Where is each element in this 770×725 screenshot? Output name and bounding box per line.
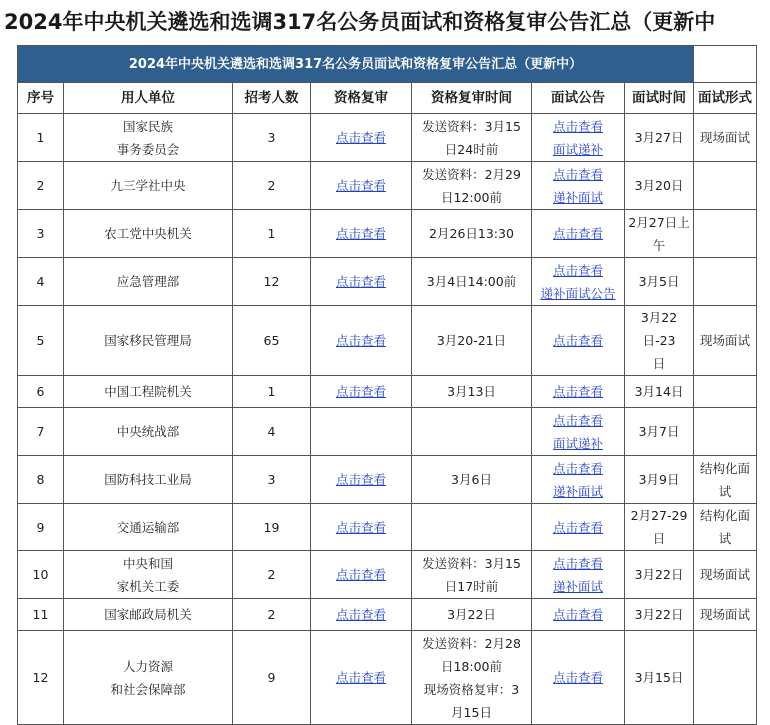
interview-form: 现场面试 [694,551,757,599]
row-number: 7 [18,408,64,456]
row-number: 4 [18,258,64,306]
col-unit-header: 用人单位 [64,83,233,114]
interview-time-line: 3月22日-23 [640,310,678,348]
col-count-header: 招考人数 [233,83,311,114]
interview-notice-cell [532,114,625,162]
interview-time [625,114,694,162]
table-row [18,599,757,631]
interview-time-line: 2月27-29日 [630,508,688,546]
interview-time [625,456,694,504]
review-cell [311,631,412,725]
interview-notice-link[interactable]: 点击查看 [552,333,603,348]
row-number: 11 [18,599,64,631]
interview-notice-cell [532,258,625,306]
employer-unit [64,504,233,551]
review-time [412,114,532,162]
review-link[interactable]: 点击查看 [335,670,386,685]
recruit-count: 1 [233,376,311,408]
review-time [412,306,532,376]
interview-notice-cell [532,504,625,551]
review-time-line: 3月6日 [451,472,492,487]
interview-form [694,210,757,258]
table-row [18,408,757,456]
interview-notice-cell [532,210,625,258]
review-time [412,162,532,210]
interview-time-line: 3月15日 [634,670,684,685]
banner-spare-cell [694,46,757,83]
review-link[interactable]: 点击查看 [335,178,386,193]
interview-notice-link[interactable]: 点击查看 [552,460,603,476]
interview-time-line: 3月20日 [634,178,684,193]
supplement-notice-link[interactable]: 递补面试 [552,483,603,499]
row-number: 8 [18,456,64,504]
review-time-line: 3月22日 [447,607,496,622]
review-time [412,210,532,258]
employer-unit-line: 中国工程院机关 [104,384,192,399]
review-time-line: 月15日 [451,704,492,720]
review-cell [311,376,412,408]
interview-notice-link[interactable]: 点击查看 [552,412,603,428]
interview-time [625,631,694,725]
col-review-time-header: 资格复审时间 [412,83,532,114]
review-time-line: 发送资料：2月28 [422,635,521,651]
review-time-line: 3月4日14:00前 [426,274,517,289]
interview-time-line: 3月27日 [634,130,684,145]
summary-table [17,45,757,725]
interview-time [625,376,694,408]
recruit-count: 19 [233,504,311,551]
review-time [412,456,532,504]
review-time [412,631,532,725]
interview-time [625,599,694,631]
table-banner: 2024年中央机关遴选和选调317名公务员面试和资格复审公告汇总（更新中） [18,46,694,83]
interview-notice-cell [532,408,625,456]
interview-notice-link[interactable]: 点击查看 [552,226,603,241]
review-cell [311,162,412,210]
employer-unit-line: 应急管理部 [116,274,180,289]
review-link[interactable]: 点击查看 [335,472,386,487]
employer-unit [64,599,233,631]
employer-unit-line: 国家民族 [122,118,173,134]
interview-time-line: 3月5日 [638,274,680,289]
interview-time-line: 2月27日上 [628,214,690,230]
interview-form [694,258,757,306]
review-link[interactable]: 点击查看 [335,567,386,582]
interview-time-line: 3月22日 [634,567,684,582]
review-time [412,408,532,456]
interview-notice-cell [532,456,625,504]
review-cell [311,114,412,162]
employer-unit [64,210,233,258]
review-cell [311,504,412,551]
interview-notice-cell [532,631,625,725]
review-time-line: 3月13日 [447,384,496,399]
interview-notice-cell [532,599,625,631]
interview-notice-link[interactable]: 点击查看 [552,384,603,399]
employer-unit-line: 人力资源 [122,658,173,674]
interview-notice-link[interactable]: 点击查看 [552,519,603,535]
supplement-notice-link[interactable]: 面试递补 [552,435,603,451]
interview-notice-cell [532,551,625,599]
interview-notice-cell [532,376,625,408]
row-number: 9 [18,504,64,551]
review-time-line: 现场资格复审：3 [423,681,520,697]
employer-unit-line: 九三学社中央 [110,178,186,193]
recruit-count: 3 [233,114,311,162]
table-row [18,258,757,306]
page-title: 2024年中央机关遴选和选调317名公务员面试和资格复审公告汇总（更新中 [4,10,716,34]
interview-time-line: 3月7日 [638,424,680,439]
interview-time [625,210,694,258]
row-number: 10 [18,551,64,599]
interview-form [694,376,757,408]
recruit-count: 2 [233,551,311,599]
interview-form: 结构化面试 [694,456,757,504]
supplement-notice-link[interactable]: 递补面试公告 [540,285,616,301]
employer-unit-line: 中央和国 [122,555,173,571]
interview-notice-link[interactable]: 点击查看 [552,262,603,278]
interview-time-line: 午 [652,237,666,253]
col-interview-time-header: 面试时间 [625,83,694,114]
employer-unit [64,551,233,599]
review-link[interactable]: 点击查看 [335,384,386,399]
interview-form: 结构化面试 [694,504,757,551]
table-row [18,162,757,210]
interview-time-line: 日 [652,356,666,371]
interview-time [625,258,694,306]
interview-time [625,306,694,376]
interview-notice-cell [532,162,625,210]
col-no-header: 序号 [18,83,64,114]
interview-form: 现场面试 [694,306,757,376]
col-form-header: 面试形式 [694,83,757,114]
row-number: 1 [18,114,64,162]
review-link[interactable]: 点击查看 [335,333,386,348]
interview-time-line: 3月9日 [638,472,680,487]
employer-unit-line: 农工党中央机关 [104,226,192,241]
review-time-line: 日17时前 [444,578,499,594]
review-time-line: 发送资料：3月15 [422,555,521,571]
review-time [412,376,532,408]
recruit-count: 65 [233,306,311,376]
review-time-line: 发送资料：3月15 [422,118,521,134]
employer-unit-line: 事务委员会 [116,141,180,157]
review-time-line: 3月20-21日 [436,333,507,348]
recruit-count: 2 [233,162,311,210]
row-number: 5 [18,306,64,376]
table-row [18,504,757,551]
interview-form: 现场面试 [694,599,757,631]
review-link[interactable]: 点击查看 [335,519,386,535]
review-time-line: 日12:00前 [440,189,503,205]
review-cell [311,210,412,258]
interview-notice-link[interactable]: 点击查看 [552,555,603,571]
supplement-notice-link[interactable]: 递补面试 [552,189,603,205]
supplement-notice-link[interactable]: 面试递补 [552,141,603,157]
interview-notice-link[interactable]: 点击查看 [552,670,603,685]
row-number: 12 [18,631,64,725]
review-cell [311,551,412,599]
employer-unit [64,408,233,456]
table-row [18,210,757,258]
col-notice-header: 面试公告 [532,83,625,114]
table-row [18,114,757,162]
table-row [18,631,757,725]
employer-unit [64,114,233,162]
row-number: 2 [18,162,64,210]
employer-unit-line: 中央统战部 [116,424,180,439]
review-time-line: 日18:00前 [440,658,503,674]
review-cell [311,258,412,306]
interview-form [694,408,757,456]
interview-notice-link[interactable]: 点击查看 [552,607,603,622]
table-row [18,376,757,408]
review-time [412,258,532,306]
review-link[interactable]: 点击查看 [335,607,386,622]
recruit-count: 2 [233,599,311,631]
employer-unit [64,456,233,504]
employer-unit-line: 家机关工委 [116,578,180,594]
interview-time [625,408,694,456]
employer-unit [64,306,233,376]
interview-time-line: 3月22日 [634,607,684,622]
supplement-notice-link[interactable]: 递补面试 [552,578,603,594]
recruit-count: 1 [233,210,311,258]
interview-form [694,162,757,210]
table-row [18,306,757,376]
review-time [412,551,532,599]
review-cell [311,599,412,631]
review-cell [311,408,412,456]
employer-unit [64,258,233,306]
review-cell [311,306,412,376]
recruit-count: 4 [233,408,311,456]
review-time-line: 发送资料：2月29 [422,166,521,182]
review-link[interactable]: 点击查看 [335,274,386,289]
employer-unit-line: 国家移民管理局 [104,333,192,348]
interview-notice-link[interactable]: 点击查看 [552,166,603,182]
review-time [412,504,532,551]
row-number: 3 [18,210,64,258]
review-cell [311,456,412,504]
header-row [18,83,757,114]
recruit-count: 12 [233,258,311,306]
interview-form [694,631,757,725]
employer-unit [64,376,233,408]
interview-notice-cell [532,306,625,376]
interview-time [625,551,694,599]
recruit-count: 9 [233,631,311,725]
employer-unit-line: 和社会保障部 [110,681,186,697]
review-time-line: 日24时前 [444,141,499,157]
review-link[interactable]: 点击查看 [335,226,386,241]
table-row [18,456,757,504]
employer-unit-line: 交通运输部 [116,519,180,535]
recruit-count: 3 [233,456,311,504]
banner-row [18,46,757,83]
review-time [412,599,532,631]
interview-time [625,504,694,551]
employer-unit [64,631,233,725]
interview-form: 现场面试 [694,114,757,162]
employer-unit-line: 国家邮政局机关 [104,607,192,622]
employer-unit-line: 国防科技工业局 [104,472,192,487]
interview-notice-link[interactable]: 点击查看 [552,118,603,134]
row-number: 6 [18,376,64,408]
review-time-line: 2月26日13:30 [429,226,514,241]
review-link[interactable]: 点击查看 [335,130,386,145]
table-row [18,551,757,599]
employer-unit [64,162,233,210]
col-review-header: 资格复审 [311,83,412,114]
interview-time-line: 3月14日 [634,384,684,399]
table-body [18,114,757,725]
interview-time [625,162,694,210]
